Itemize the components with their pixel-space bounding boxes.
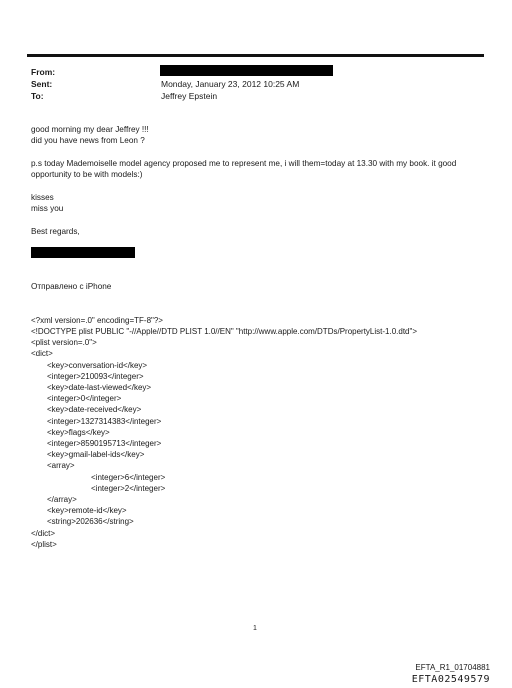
xml-line: <integer>2</integer> [91, 484, 166, 493]
xml-line: <key>flags</key> [47, 428, 110, 437]
sent-from-device: Отправлено с iPhone [31, 282, 112, 291]
bates-stamp-primary: EFTA_R1_01704881 [415, 663, 490, 672]
xml-line: <key>gmail-label-ids</key> [47, 450, 145, 459]
xml-line: <key>conversation-id</key> [47, 361, 148, 370]
xml-line: <key>date-last-viewed</key> [47, 383, 152, 392]
message-line-7: Best regards, [31, 227, 80, 236]
xml-line: </dict> [31, 529, 56, 538]
redacted-signature [31, 247, 135, 258]
to-label: To: [31, 91, 44, 101]
xml-line: </plist> [31, 540, 57, 549]
sent-value: Monday, January 23, 2012 10:25 AM [161, 79, 300, 89]
from-label: From: [31, 67, 56, 77]
message-line-5: kisses [31, 193, 54, 202]
xml-line: <?xml version=.0" encoding=TF-8"?> [31, 316, 163, 325]
message-line-3: p.s today Mademoiselle model agency proposed me to represent me, i will them=today at 13.30 with my book. it good [31, 159, 457, 168]
xml-line: <integer>1327314383</integer> [47, 417, 162, 426]
xml-line: <key>remote-id</key> [47, 506, 127, 515]
xml-line: <integer>0</integer> [47, 394, 122, 403]
xml-line: <key>date-received</key> [47, 405, 142, 414]
xml-line: <string>202636</string> [47, 517, 134, 526]
xml-line: <integer>8590195713</integer> [47, 439, 162, 448]
message-line-4: opportunity to be with models:) [31, 170, 143, 179]
xml-line: </array> [47, 495, 77, 504]
sent-label: Sent: [31, 79, 53, 89]
xml-line: <plist version=.0"> [31, 338, 97, 347]
header-rule [27, 54, 484, 57]
xml-line: <dict> [31, 349, 53, 358]
page-number: 1 [253, 625, 257, 632]
xml-line: <integer>6</integer> [91, 473, 166, 482]
xml-line: <integer>210093</integer> [47, 372, 144, 381]
message-line-6: miss you [31, 204, 64, 213]
xml-line: <!DOCTYPE plist PUBLIC "-//Apple//DTD PLIST 1.0//EN" "http://www.apple.com/DTDs/PropertyList-1.0.dtd"> [31, 327, 418, 336]
xml-line: <array> [47, 461, 75, 470]
bates-stamp-secondary: EFTA02549579 [411, 674, 490, 685]
to-value: Jeffrey Epstein [161, 91, 218, 101]
message-line-1: good morning my dear Jeffrey !!! [31, 125, 149, 134]
message-line-2: did you have news from Leon ? [31, 136, 145, 145]
redacted-sender [160, 65, 333, 76]
